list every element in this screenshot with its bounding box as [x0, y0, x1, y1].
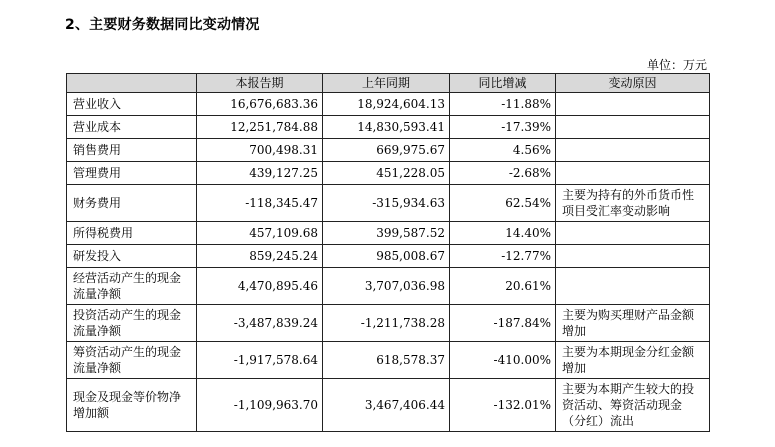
row-current: 16,676,683.36	[197, 93, 323, 116]
row-reason	[556, 139, 710, 162]
table-header-row	[67, 74, 710, 93]
row-current: 457,109.68	[197, 222, 323, 245]
table-row	[67, 305, 710, 342]
row-current: -1,917,578.64	[197, 342, 323, 379]
row-reason: 主要为本期现金分红金额增加	[556, 342, 710, 379]
row-reason	[556, 268, 710, 305]
row-current: -118,345.47	[197, 185, 323, 222]
row-change: 14.40%	[450, 222, 556, 245]
table-row	[67, 185, 710, 222]
row-item: 销售费用	[67, 139, 197, 162]
row-reason: 主要为本期产生较大的投资活动、筹资活动现金（分红）流出	[556, 379, 710, 432]
row-item: 研发投入	[67, 245, 197, 268]
row-item: 管理费用	[67, 162, 197, 185]
row-item: 所得税费用	[67, 222, 197, 245]
table-row	[67, 116, 710, 139]
row-previous: 3,707,036.98	[323, 268, 450, 305]
header-change-reason: 变动原因	[556, 74, 710, 93]
row-reason	[556, 222, 710, 245]
row-reason	[556, 245, 710, 268]
row-item: 现金及现金等价物净增加额	[67, 379, 197, 432]
row-current: -3,487,839.24	[197, 305, 323, 342]
row-previous: 399,587.52	[323, 222, 450, 245]
row-item: 投资活动产生的现金流量净额	[67, 305, 197, 342]
row-reason	[556, 162, 710, 185]
header-yoy-change: 同比增减	[450, 74, 556, 93]
row-change: -187.84%	[450, 305, 556, 342]
row-current: -1,109,963.70	[197, 379, 323, 432]
row-previous: -1,211,738.28	[323, 305, 450, 342]
row-reason: 主要为持有的外币货币性项目受汇率变动影响	[556, 185, 710, 222]
row-current: 4,470,895.46	[197, 268, 323, 305]
row-change: -2.68%	[450, 162, 556, 185]
header-prior-period: 上年同期	[323, 74, 450, 93]
section-title: 2、主要财务数据同比变动情况	[65, 17, 260, 33]
header-item	[67, 74, 197, 93]
row-change: -12.77%	[450, 245, 556, 268]
row-change: 20.61%	[450, 268, 556, 305]
row-reason	[556, 116, 710, 139]
table-row	[67, 268, 710, 305]
row-change: -11.88%	[450, 93, 556, 116]
row-item: 经营活动产生的现金流量净额	[67, 268, 197, 305]
row-change: -410.00%	[450, 342, 556, 379]
table-row	[67, 379, 710, 432]
row-reason	[556, 93, 710, 116]
table-row	[67, 222, 710, 245]
row-reason: 主要为购买理财产品金额增加	[556, 305, 710, 342]
row-previous: 985,008.67	[323, 245, 450, 268]
table-row	[67, 245, 710, 268]
row-previous: 618,578.37	[323, 342, 450, 379]
row-current: 439,127.25	[197, 162, 323, 185]
row-item: 筹资活动产生的现金流量净额	[67, 342, 197, 379]
table-row	[67, 139, 710, 162]
row-previous: 669,975.67	[323, 139, 450, 162]
row-current: 859,245.24	[197, 245, 323, 268]
row-item: 营业成本	[67, 116, 197, 139]
row-change: 62.54%	[450, 185, 556, 222]
row-previous: 18,924,604.13	[323, 93, 450, 116]
row-item: 财务费用	[67, 185, 197, 222]
header-current-period: 本报告期	[197, 74, 323, 93]
row-previous: 3,467,406.44	[323, 379, 450, 432]
row-current: 12,251,784.88	[197, 116, 323, 139]
row-change: 4.56%	[450, 139, 556, 162]
financial-data-table	[66, 73, 710, 432]
row-item: 营业收入	[67, 93, 197, 116]
row-previous: 14,830,593.41	[323, 116, 450, 139]
row-change: -17.39%	[450, 116, 556, 139]
table-row	[67, 162, 710, 185]
row-previous: 451,228.05	[323, 162, 450, 185]
table-row	[67, 342, 710, 379]
table-row	[67, 93, 710, 116]
row-change: -132.01%	[450, 379, 556, 432]
row-previous: -315,934.63	[323, 185, 450, 222]
row-current: 700,498.31	[197, 139, 323, 162]
unit-note: 单位：万元	[646, 58, 707, 72]
